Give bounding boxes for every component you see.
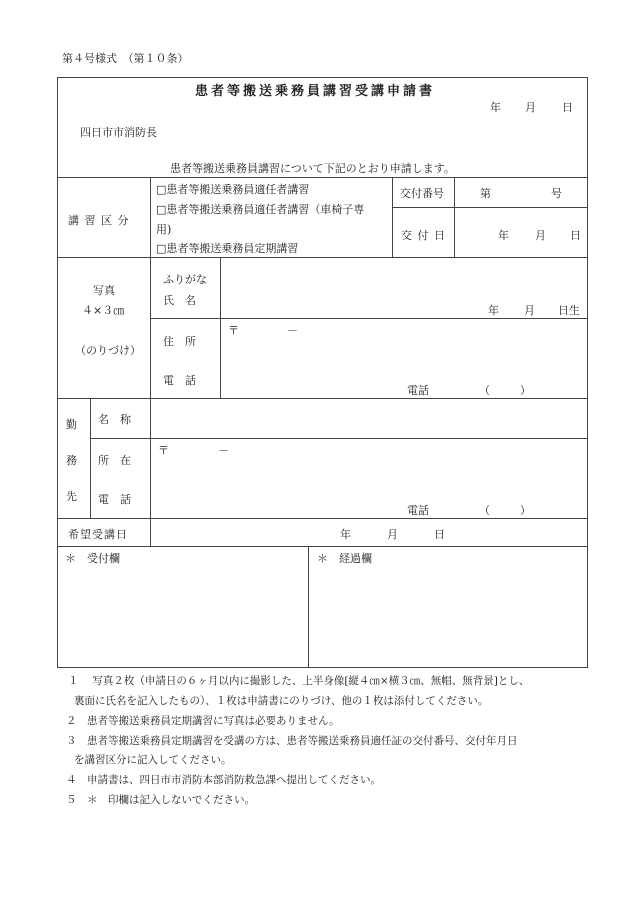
col-divider <box>150 257 151 398</box>
workplace-paren-close: ） <box>520 504 531 517</box>
col-divider <box>150 398 151 518</box>
col-divider <box>220 257 221 398</box>
course-option-3[interactable]: □患者等搬送乗務員定期講習 <box>156 242 299 255</box>
issue-number-suffix: 号 <box>551 187 562 200</box>
form-title: 患者等搬送乗務員講習受講申請書 <box>194 84 435 99</box>
col-divider <box>90 398 91 518</box>
form-number: 第４号様式 （第１０条） <box>62 52 189 65</box>
col-divider <box>392 177 393 258</box>
note-4: ４ 申請書は、四日市市消防本部消防救急課へ提出してください。 <box>66 774 381 786</box>
postal-dash: － <box>287 324 298 337</box>
col-divider <box>150 177 151 258</box>
phone-paren-close: ） <box>520 384 531 397</box>
note-1: １ 写真２枚（申請日の６ヶ月以内に撮影した、上半身像[縦４㎝×横３㎝、無帽、無背景]とし、 <box>68 675 530 687</box>
workplace-address-label: 所 在 <box>98 454 131 467</box>
workplace-name-label: 名 称 <box>98 413 131 426</box>
workplace-phone-text: 電話 <box>407 504 429 517</box>
note-2: ２ 患者等搬送乗務員定期講習に写真は必要ありません。 <box>66 715 340 727</box>
desired-date-day: 日 <box>434 528 445 541</box>
issue-number-prefix: 第 <box>480 187 491 200</box>
issue-date-month: 月 <box>535 229 546 242</box>
desired-date-label: 希望受講日 <box>68 528 128 541</box>
col-divider <box>308 546 309 667</box>
workplace-postal-mark: 〒 <box>158 444 169 457</box>
photo-note: （のりづけ） <box>75 344 141 357</box>
desired-date-year: 年 <box>340 528 351 541</box>
course-option-2-cont: 用) <box>156 223 172 236</box>
intro-text: 患者等搬送乗務員講習について下記のとおり申請します。 <box>170 162 455 175</box>
row-divider <box>57 546 587 547</box>
note-1-cont: 裏面に氏名を記入したもの）、１枚は申請書にのりづけ、他の１枚は添付してください。 <box>74 695 489 707</box>
furigana-label: ふりがな <box>163 273 207 286</box>
col-divider <box>150 518 151 546</box>
issue-date-year: 年 <box>498 229 509 242</box>
issue-number-label: 交付番号 <box>400 187 444 200</box>
date-day: 日 <box>562 101 573 114</box>
birth-day: 日生 <box>558 304 580 317</box>
table-border-top <box>57 77 587 78</box>
col-divider <box>454 177 455 258</box>
note-3-cont: を講習区分に記入してください。 <box>74 754 232 766</box>
issue-date-label: 交 付 日 <box>401 229 446 242</box>
phone-label: 電 話 <box>163 374 196 387</box>
workplace-paren-open: （ <box>479 504 490 517</box>
course-option-1[interactable]: □患者等搬送乗務員適任者講習 <box>156 183 310 196</box>
workplace-postal-dash: － <box>218 444 229 457</box>
name-label: 氏 名 <box>163 294 196 307</box>
issue-date-day: 日 <box>570 229 581 242</box>
birth-month: 月 <box>524 304 535 317</box>
row-divider <box>90 438 587 439</box>
postal-mark: 〒 <box>228 324 239 337</box>
table-border-left <box>57 77 58 668</box>
row-divider <box>150 318 587 319</box>
row-divider <box>57 257 587 258</box>
birth-year: 年 <box>488 304 499 317</box>
phone-paren-open: （ <box>479 384 490 397</box>
photo-size: ４×３㎝ <box>82 304 125 317</box>
date-month: 月 <box>525 101 536 114</box>
note-5: ５ ＊ 印欄は記入しないでください。 <box>66 794 255 806</box>
row-divider <box>57 518 587 519</box>
row-divider <box>57 177 587 178</box>
workplace-phone-label: 電 話 <box>98 493 131 506</box>
workplace-label-3: 先 <box>66 490 77 503</box>
note-3: ３ 患者等搬送乗務員定期講習を受講の方は、患者等搬送乗務員適任証の交付番号、交付年月日 <box>66 735 518 747</box>
row-divider <box>57 398 587 399</box>
workplace-label-2: 務 <box>66 454 77 467</box>
progress-field: ＊ 経過欄 <box>317 552 372 565</box>
date-year: 年 <box>490 101 501 114</box>
reception-field: ＊ 受付欄 <box>65 552 120 565</box>
addressee: 四日市市消防長 <box>80 126 157 139</box>
address-label: 住 所 <box>163 335 196 348</box>
photo-label: 写真 <box>93 284 115 297</box>
table-border-bottom <box>57 667 587 668</box>
course-option-2[interactable]: □患者等搬送乗務員適任者講習（車椅子専 <box>156 203 365 216</box>
desired-date-month: 月 <box>387 528 398 541</box>
workplace-label-1: 勤 <box>66 418 77 431</box>
phone-text: 電話 <box>407 384 429 397</box>
table-border-right <box>587 77 588 668</box>
course-label: 講 習 区 分 <box>68 214 130 227</box>
row-divider <box>392 207 587 208</box>
